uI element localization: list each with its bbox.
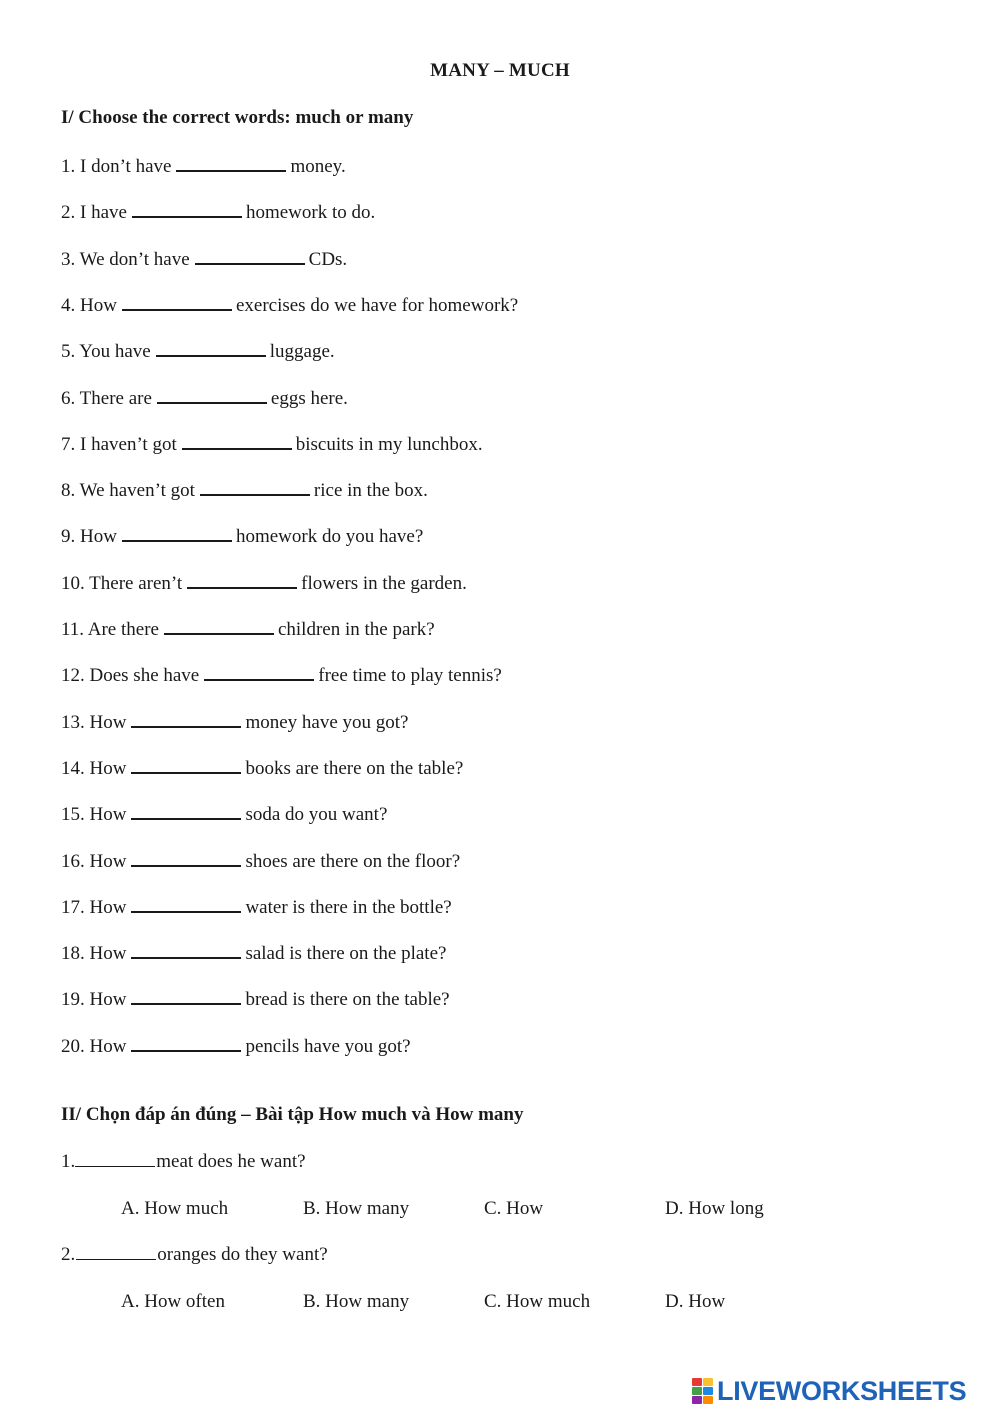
question-text-before: 16. How — [61, 850, 127, 872]
answer-blank[interactable] — [187, 571, 297, 589]
answer-blank[interactable] — [156, 339, 266, 357]
question-15 — [61, 802, 387, 827]
logo-block — [703, 1396, 713, 1404]
question-17 — [61, 895, 452, 920]
question-text-after: biscuits in my lunchbox. — [295, 433, 483, 455]
question-text-after: homework to do. — [245, 202, 376, 224]
question-text-before: 2. I have — [61, 202, 127, 224]
option-b[interactable]: B. How many — [303, 1291, 410, 1312]
liveworksheets-logo — [692, 1376, 966, 1406]
question-text-before: 19. How — [61, 989, 127, 1011]
answer-blank[interactable] — [157, 386, 267, 404]
logo-text: LIVEWORKSHEETS — [717, 1375, 967, 1406]
question-19 — [61, 987, 450, 1012]
question-1 — [61, 154, 346, 179]
answer-blank[interactable] — [131, 710, 241, 728]
question-16 — [61, 849, 460, 874]
question-text-after: meat does he want? — [156, 1151, 306, 1172]
question-text-after: CDs. — [308, 248, 348, 270]
answer-blank[interactable] — [122, 293, 232, 311]
question-text-after: homework do you have? — [235, 526, 424, 548]
answer-blank[interactable] — [131, 987, 241, 1005]
question-text-after: salad is there on the plate? — [245, 943, 447, 965]
question-text-before: 6. There are — [61, 387, 152, 409]
section-1-heading: I/ Choose the correct words: much or many — [61, 107, 414, 128]
question-text-before: 11. Are there — [61, 619, 159, 640]
question-text-after: money have you got? — [245, 711, 409, 733]
question-text-after: luggage. — [269, 341, 335, 363]
answer-blank[interactable] — [195, 247, 305, 265]
logo-block — [692, 1387, 702, 1395]
question-text-before: 20. How — [61, 1035, 127, 1057]
question-text-after: flowers in the garden. — [301, 572, 467, 594]
logo-block — [692, 1396, 702, 1404]
question-18 — [61, 941, 446, 966]
answer-blank[interactable] — [76, 1243, 156, 1260]
question-text-after: oranges do they want? — [157, 1244, 328, 1265]
answer-blank[interactable] — [182, 432, 292, 450]
question-text-before: 5. You have — [61, 341, 151, 363]
page-title: MANY – MUCH — [430, 60, 570, 81]
question-text-after: money. — [290, 156, 346, 177]
answer-blank[interactable] — [164, 617, 274, 635]
question-text-after: exercises do we have for homework? — [235, 294, 519, 316]
question-text-before: 4. How — [61, 294, 117, 316]
question-text-before: 12. Does she have — [61, 665, 200, 687]
question-7 — [61, 432, 483, 457]
option-d[interactable]: D. How long — [665, 1198, 764, 1219]
question-text-before: 7. I haven’t got — [61, 433, 177, 455]
question-20 — [61, 1034, 411, 1059]
logo-block — [703, 1378, 713, 1386]
liveworksheets-logo-icon — [692, 1378, 713, 1404]
question-number: 2. — [61, 1244, 76, 1265]
option-d[interactable]: D. How — [665, 1291, 726, 1312]
answer-blank[interactable] — [131, 895, 241, 913]
answer-blank[interactable] — [131, 849, 241, 867]
question-text-before: 18. How — [61, 943, 127, 965]
question-text-before: 1. I don’t have — [61, 156, 172, 177]
question-13 — [61, 710, 409, 735]
mc-question-1 — [61, 1150, 306, 1174]
option-a[interactable]: A. How often — [121, 1291, 225, 1312]
mc-question-2 — [61, 1243, 328, 1267]
question-9 — [61, 524, 423, 549]
answer-blank[interactable] — [131, 756, 241, 774]
question-12 — [61, 663, 502, 688]
question-8 — [61, 478, 428, 503]
question-text-before: 9. How — [61, 526, 117, 548]
question-text-before: 13. How — [61, 711, 127, 733]
question-text-after: shoes are there on the floor? — [245, 850, 461, 872]
option-c[interactable]: C. How much — [484, 1291, 591, 1312]
question-10 — [61, 571, 467, 596]
question-text-after: eggs here. — [270, 387, 348, 409]
answer-blank[interactable] — [131, 1034, 241, 1052]
answer-blank[interactable] — [131, 802, 241, 820]
answer-blank[interactable] — [204, 663, 314, 681]
question-text-before: 14. How — [61, 757, 127, 779]
question-4 — [61, 293, 518, 318]
question-text-after: children in the park? — [277, 619, 435, 640]
question-number: 1. — [61, 1151, 76, 1172]
question-5 — [61, 339, 335, 364]
answer-blank[interactable] — [200, 478, 310, 496]
question-text-before: 3. We don’t have — [61, 248, 190, 270]
answer-blank[interactable] — [132, 200, 242, 218]
question-text-after: free time to play tennis? — [318, 665, 502, 687]
answer-blank[interactable] — [75, 1150, 155, 1167]
question-text-after: water is there in the bottle? — [245, 896, 452, 918]
question-6 — [61, 386, 348, 411]
option-b[interactable]: B. How many — [303, 1198, 410, 1219]
question-text-after: pencils have you got? — [245, 1035, 411, 1057]
question-text-before: 15. How — [61, 804, 127, 826]
question-3 — [61, 247, 347, 272]
question-text-after: soda do you want? — [245, 804, 388, 826]
question-text-after: books are there on the table? — [245, 757, 464, 779]
logo-block — [692, 1378, 702, 1386]
answer-blank[interactable] — [122, 524, 232, 542]
question-text-after: bread is there on the table? — [245, 989, 450, 1011]
question-14 — [61, 756, 463, 781]
question-2 — [61, 200, 375, 225]
question-text-before: 10. There aren’t — [61, 572, 183, 594]
question-text-before: 8. We haven’t got — [61, 480, 195, 502]
question-11 — [61, 617, 435, 642]
section-2-heading: II/ Chọn đáp án đúng – Bài tập How much và How many — [61, 1104, 524, 1125]
option-c[interactable]: C. How — [484, 1198, 544, 1219]
question-text-before: 17. How — [61, 896, 127, 918]
answer-blank[interactable] — [176, 154, 286, 172]
option-a[interactable]: A. How much — [121, 1198, 229, 1219]
question-text-after: rice in the box. — [313, 480, 428, 502]
logo-block — [703, 1387, 713, 1395]
answer-blank[interactable] — [131, 941, 241, 959]
